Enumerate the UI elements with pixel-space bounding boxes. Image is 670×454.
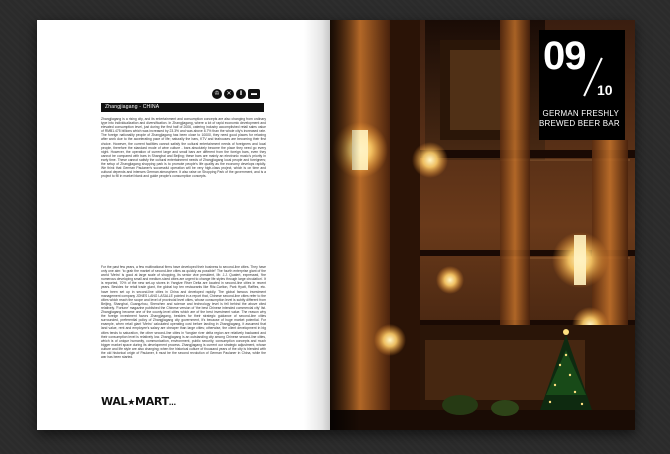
right-page: [330, 20, 635, 430]
bus-icon: ▬: [248, 89, 260, 99]
page-gutter-shadow: [330, 20, 360, 430]
icon-row: [212, 89, 268, 100]
page-number-current: 09: [543, 34, 586, 78]
left-page: [37, 20, 330, 430]
section-header-label: Zhangjiagang - CHINA: [105, 104, 160, 110]
paragraph: Zhangjiagang is a rising city, and its entertainment and consumption concepts are also changing from ordinary type into individualization and diversification. In Zhangjiagang, where a lot of rapid economic development and elevated consumption level, just during the first half of 2006, catering industry accomplished retail sales value of RMB1.475 billions which was increased by 23.3% and was above 8.7% than the whole city's increased rate. The foreign nationality people of Zhangjiagang has been close to 10000, they need good places for relaxing after work due to the accelerating pace of life; naturally the bars, KTV and teahouses are becoming their first choice. However, the current facilities cannot satisfy the cultural entertainment needs of foreigners and local people, therefore the standard mode of wine culture - bars absolutely become the place they need go every night. However, the operation of current large and small bars are different from the foreign bars, even they cannot be compared with bars in Shanghai and Beijing; these bars are mainly an electronic music's priority in early time. These cannot satisfy the cultural entertainment needs of Zhangjiagang local people and foreigners; the setup of Zhangjiagang shopping park is to promote people's life quality as the economy develops rapidly. We think that German Paulaner's successful operation will be very high-class project, which is on time and cultural depends and intenses German atmosphere. It also raise on Shopping Park of the government, and is a project to fill in market blank and guide people's consumption concepts.: [101, 117, 266, 179]
body-text-top: [101, 117, 266, 180]
page-number-total: 10: [597, 82, 613, 98]
crest-icon: ♔: [212, 89, 222, 99]
page-gutter-shadow: [304, 20, 330, 430]
logo-text-part2: MART: [135, 395, 169, 408]
walmart-logo: [101, 395, 176, 408]
logo-dots: ...: [168, 399, 176, 407]
page-number-badge: [539, 30, 625, 140]
section-title-line2: BREWED BEER BAR: [539, 119, 620, 128]
cutlery-icon: ✕: [224, 89, 234, 99]
body-text-bottom: [101, 265, 266, 361]
logo-star-icon: ★: [127, 398, 136, 408]
logo-text-part1: WAL: [101, 395, 128, 408]
brochure-spread: [37, 20, 635, 430]
paragraph: For the past few years, a few multinational firms have developed their business to second-line cities. They have only one aim: 'to grab the market of second-line cities as quickly as possible!' The fourth enterprise giant of the world 'Metro' is good at large scale of shopping, its senior vice president, Mr. J.J. Quatert, expressed, 'the numerous developing small and medium-sized cities are urgent to change life styles through large circulation'. It is reported, 70% of the new set-up stores in Yangtze River Delta are located in second-line cities in recent years. Besides for retail trade giant, the global top ten restaurants like Ritz-Carlton, Park Hyatt, Raffles, etc. have been set up in second-line cities in China and developed rapidly. The global famous investment management company JONES LANG LASALLE pointed in a report that, Chinese second-line cities refer to the cities which reach the scope and level of provincial level cities, whose consumption level is subtly different from Beijing, Shanghai, Guangzhou, Shenzhen and science and technology level is fell behind the above cited relatively. 'Fortune' magazine published the Chinese version of 'the best Chinese intended commercial city' list. Zhangjiagang became one of the county-level cities which are of the best investment value. The reason why the foreign investment favors Zhangjiagang, besides for their strategic guidance of second-line cities surrounded, preferential policy of Zhangjiagang city government, it's because of huge market potential. For example, when retail giant 'Metro' calculated operating cost before landing in Zhangjiagang, it assumed that land value, rent and employee's salary are cheaper than large cities; otherwise, the client development in big cities tends to saturation, the other second-line cities in Yangtze river delta region are relatively backward and their consumption level is relatively low. Zhangjiagang is an outstanding city among Chinese second-line cities, which is of unique humanity, communication, environment, public security, consumption concepts and much bigger market space during its development process. Zhangjiagang is current our strategic adjustment, whose culture and life style are also changing; when the historical culture of thousand years of the city is blended with the old historical origin of Paulaner, it must be the second revolution of German Paulaner in China, while the war has been started.: [101, 265, 266, 360]
restaurant-icon: Ⅱ: [236, 89, 246, 99]
section-title: [539, 109, 619, 129]
section-title-line1: GERMAN FRESHLY: [542, 109, 619, 118]
section-header: [101, 103, 264, 112]
